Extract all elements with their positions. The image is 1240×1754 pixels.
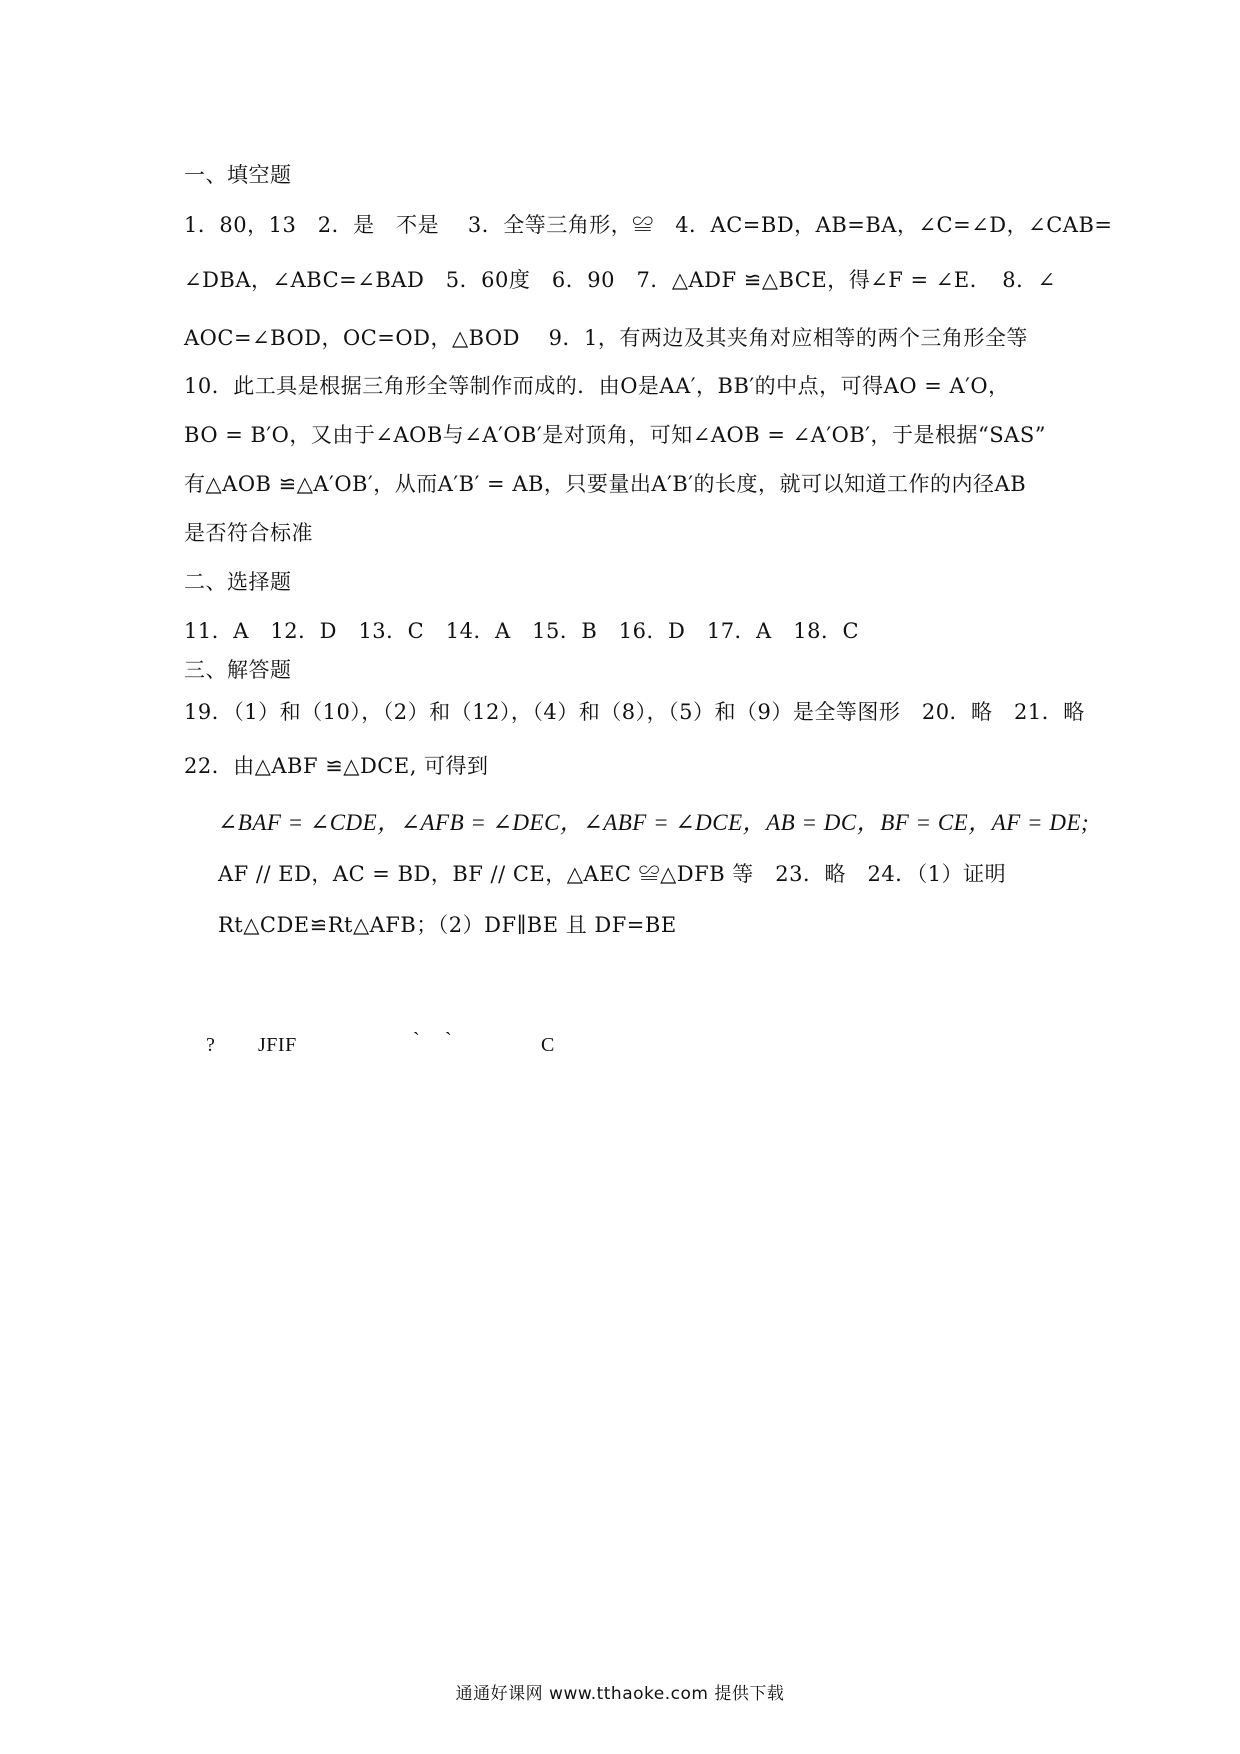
answer-line-8: 11．A 12．D 13．C 14．A 15．B 16．D 17．A 18．C (184, 619, 860, 643)
stray-c-letter: C (541, 1034, 555, 1056)
page-footer: 通通好课网 www.tthaoke.com 提供下载 (455, 1684, 785, 1704)
answer-line-4: 10．此工具是根据三角形全等制作而成的．由O是AA′，BB′的中点，可得AO = A′O， (184, 374, 1010, 398)
answer-line-9: 19．（1）和（10），（2）和（12），（4）和（8），（5）和（9）是全等图形 20．略 21．略 (184, 700, 1085, 724)
stray-tick-1: ` (413, 1029, 421, 1051)
answer-line-3: AOC=∠BOD，OC=OD，△BOD 9．1，有两边及其夹角对应相等的两个三角形全等 (184, 326, 1028, 350)
stray-jfif-text: JFIF (258, 1034, 297, 1056)
answer-line-10: 22．由△ABF ≌△DCE, 可得到 (184, 754, 489, 778)
answer-line-12: AF // ED，AC = BD，BF // CE，△AEC ≌△DFB 等 23．略 24．（1）证明 (218, 862, 1007, 886)
answer-line-7: 是否符合标准 (184, 521, 313, 545)
answer-line-2: ∠DBA，∠ABC=∠BAD 5．60度 6．90 7．△ADF ≌△BCE，得∠F = ∠E． 8．∠ (184, 268, 1056, 292)
answer-line-13: Rt△CDE≌Rt△AFB；（2）DF∥BE 且 DF=BE (218, 913, 677, 937)
stray-question-mark: ? (206, 1034, 216, 1056)
section-heading-choice: 二、选择题 (184, 570, 292, 594)
answer-line-6: 有△AOB ≌△A′OB′，从而A′B′ = AB，只要量出A′B′的长度，就可以知道工作的内径AB (184, 472, 1027, 496)
stray-tick-2: ` (445, 1029, 453, 1051)
answer-line-5: BO = B′O，又由于∠AOB与∠A′OB′是对顶角，可知∠AOB = ∠A′OB′，于是根据“SAS” (184, 423, 1046, 447)
section-heading-solve: 三、解答题 (184, 658, 292, 682)
section-heading-fill-blank: 一、填空题 (184, 163, 292, 187)
answer-line-1: 1．80，13 2．是 不是 3．全等三角形，≌ 4．AC=BD，AB=BA，∠C=∠D，∠CAB= (184, 213, 1113, 237)
answer-line-11: ∠BAF = ∠CDE，∠AFB = ∠DEC，∠ABF = ∠DCE，AB = DC，BF = CE，AF = DE; (218, 810, 1090, 835)
